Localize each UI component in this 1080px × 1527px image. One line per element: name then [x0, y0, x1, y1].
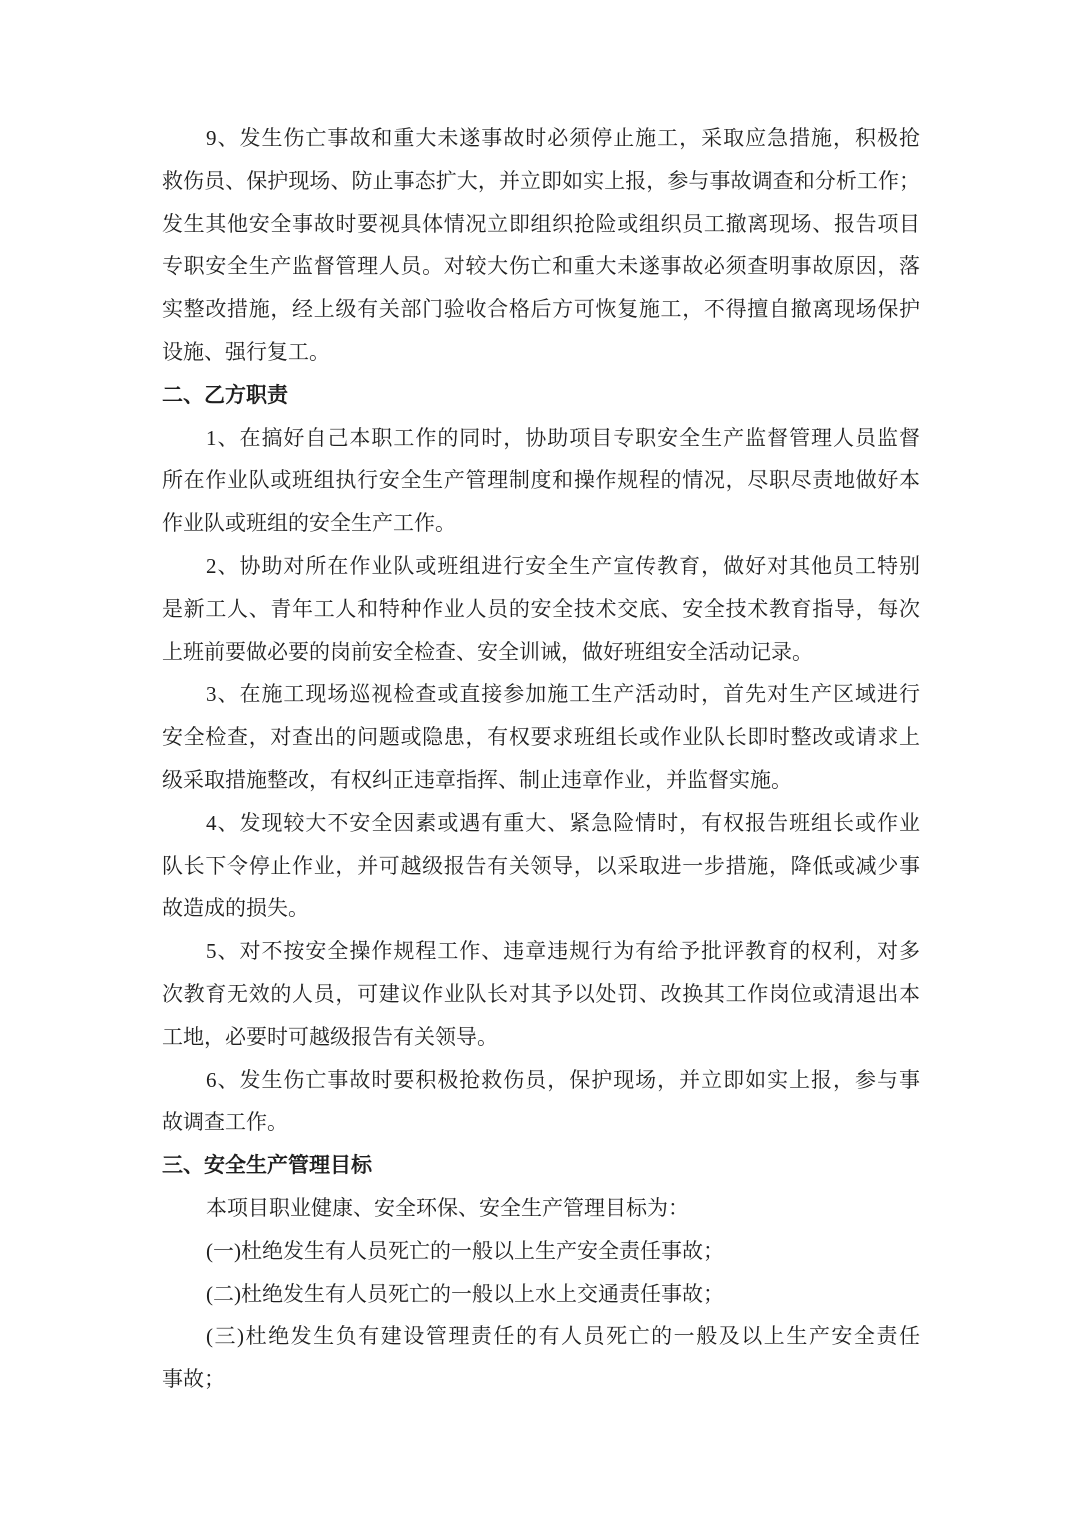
text-line: 本项目职业健康、安全环保、安全生产管理目标为： — [206, 1195, 689, 1220]
text-line: 6、发生伤亡事故时要积极抢救伤员，保护现场，并立即如实上报，参与事 — [206, 1067, 920, 1092]
heading-text: 二、乙方职责 — [162, 382, 288, 407]
text-line: 5、对不按安全操作规程工作、违章违规行为有给予批评教育的权利，对多 — [206, 939, 920, 964]
paragraph-item-2 — [162, 545, 920, 673]
text-line: (一)杜绝发生有人员死亡的一般以上生产安全责任事故； — [206, 1238, 724, 1263]
text-line: 4、发现较大不安全因素或遇有重大、紧急险情时，有权报告班组长或作业 — [206, 810, 920, 835]
heading-text: 三、安全生产管理目标 — [162, 1153, 372, 1178]
text-line: 实整改措施，经上级有关部门验收合格后方可恢复施工，不得擅自撤离现场保护 — [162, 297, 920, 322]
section-3-heading — [162, 1144, 920, 1187]
paragraph-item-1 — [162, 417, 920, 545]
text-line: 9、发生伤亡事故和重大未遂事故时必须停止施工，采取应急措施，积极抢 — [206, 126, 920, 150]
text-line: 级采取措施整改，有权纠正违章指挥、制止违章作业，并监督实施。 — [162, 767, 792, 792]
text-line: 1、在搞好自己本职工作的同时，协助项目专职安全生产监督管理人员监督 — [206, 425, 920, 450]
text-line: 专职安全生产监督管理人员。对较大伤亡和重大未遂事故必须查明事故原因，落 — [162, 254, 920, 279]
text-line: 作业队或班组的安全生产工作。 — [162, 511, 456, 536]
text-line: 安全检查，对查出的问题或隐患，有权要求班组长或作业队长即时整改或请求上 — [162, 725, 920, 750]
text-line: 事故； — [162, 1367, 225, 1392]
text-line: (二)杜绝发生有人员死亡的一般以上水上交通责任事故； — [206, 1281, 724, 1306]
text-line: 发生其他安全事故时要视具体情况立即组织抢险或组织员工撤离现场、报告项目 — [162, 211, 920, 236]
paragraph-goal-3 — [162, 1315, 920, 1401]
text-line: 上班前要做必要的岗前安全检查、安全训诫，做好班组安全活动记录。 — [162, 639, 813, 664]
text-line: 故造成的损失。 — [162, 896, 309, 921]
text-line: 故调查工作。 — [162, 1110, 288, 1135]
text-line: 所在作业队或班组执行安全生产管理制度和操作规程的情况，尽职尽责地做好本 — [162, 468, 920, 493]
section-2-heading — [162, 374, 920, 417]
text-line: 2、协助对所在作业队或班组进行安全生产宣传教育，做好对其他员工特别 — [206, 553, 920, 578]
text-line: (三)杜绝发生负有建设管理责任的有人员死亡的一般及以上生产安全责任 — [206, 1324, 920, 1349]
text-line: 队长下令停止作业，并可越级报告有关领导，以采取进一步措施，降低或减少事 — [162, 853, 920, 878]
document-content — [162, 117, 920, 1401]
paragraph-goal-2 — [162, 1273, 920, 1316]
paragraph-item-3 — [162, 673, 920, 801]
text-line: 设施、强行复工。 — [162, 339, 330, 364]
paragraph-item-6 — [162, 1059, 920, 1145]
text-line: 工地，必要时可越级报告有关领导。 — [162, 1024, 498, 1049]
text-line: 救伤员、保护现场、防止事态扩大，并立即如实上报，参与事故调查和分析工作； — [162, 168, 920, 193]
text-line: 3、在施工现场巡视检查或直接参加施工生产活动时，首先对生产区域进行 — [206, 682, 920, 707]
text-line: 次教育无效的人员，可建议作业队长对其予以处罚、改换其工作岗位或清退出本 — [162, 981, 920, 1006]
text-line: 是新工人、青年工人和特种作业人员的安全技术交底、安全技术教育指导，每次 — [162, 596, 920, 621]
paragraph-item-9 — [162, 117, 920, 374]
paragraph-item-4 — [162, 802, 920, 930]
paragraph-goal-1 — [162, 1230, 920, 1273]
paragraph-goals-intro — [162, 1187, 920, 1230]
paragraph-item-5 — [162, 930, 920, 1058]
